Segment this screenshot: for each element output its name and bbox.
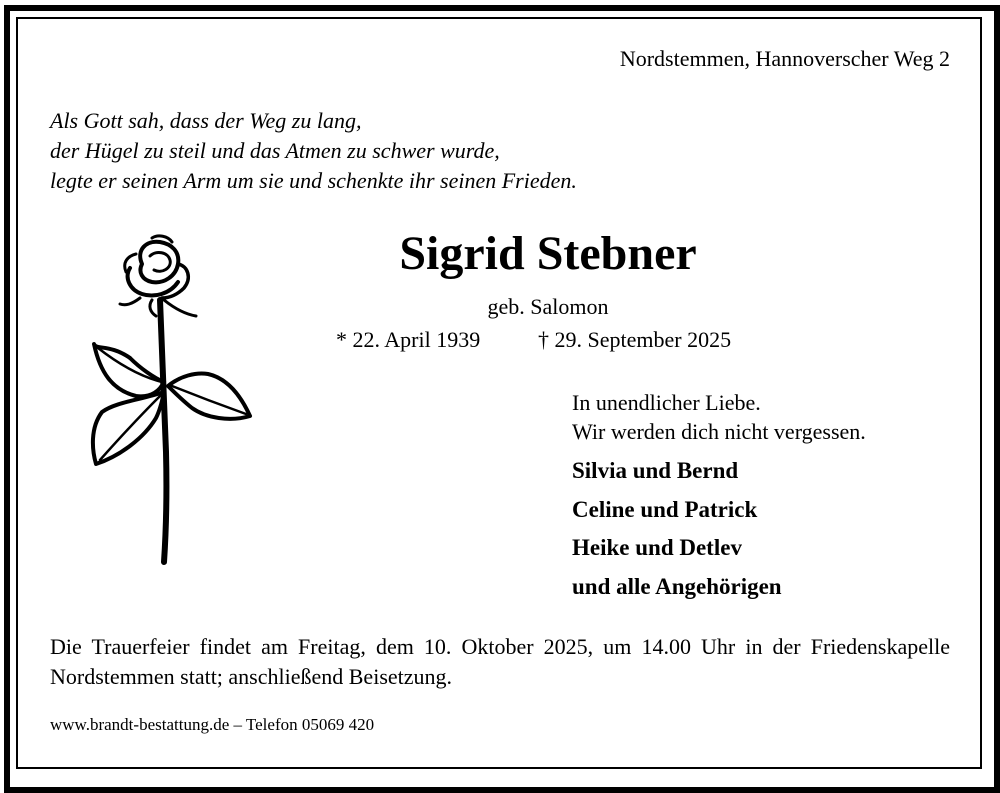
maiden-name: geb. Salomon [487, 294, 609, 319]
tribute [572, 388, 866, 446]
verse-line: legte er seinen Arm um sie und schenkte ihr seinen Frieden. [50, 168, 577, 193]
address: Nordstemmen, Hannoverscher Weg 2 [619, 46, 950, 71]
tribute-line: In unendlicher Liebe. [572, 390, 761, 415]
family-member: und alle Angehörigen [572, 573, 782, 599]
family-list [572, 452, 782, 606]
verse-line: Als Gott sah, dass der Weg zu lang, [50, 108, 362, 133]
verse-line: der Hügel zu steil und das Atmen zu schwer wurde, [50, 138, 500, 163]
birth-date: * 22. April 1939 [336, 327, 481, 352]
ceremony-notice: Die Trauerfeier findet am Freitag, dem 10. Oktober 2025, um 14.00 Uhr in der Friedenskapelle Nordstemmen statt; anschließend Beisetzung. [50, 634, 950, 689]
family-member: Heike und Detlev [572, 535, 742, 560]
rose-icon [80, 232, 260, 572]
verse [50, 106, 577, 196]
death-date: † 29. September 2025 [538, 327, 732, 352]
tribute-line: Wir werden dich nicht vergessen. [572, 419, 866, 444]
family-member: Celine und Patrick [572, 496, 758, 522]
footer-contact: www.brandt-bestattung.de – Telefon 05069 420 [50, 715, 375, 734]
deceased-name: Sigrid Stebner [399, 227, 697, 280]
family-member: Silvia und Bernd [572, 458, 739, 483]
